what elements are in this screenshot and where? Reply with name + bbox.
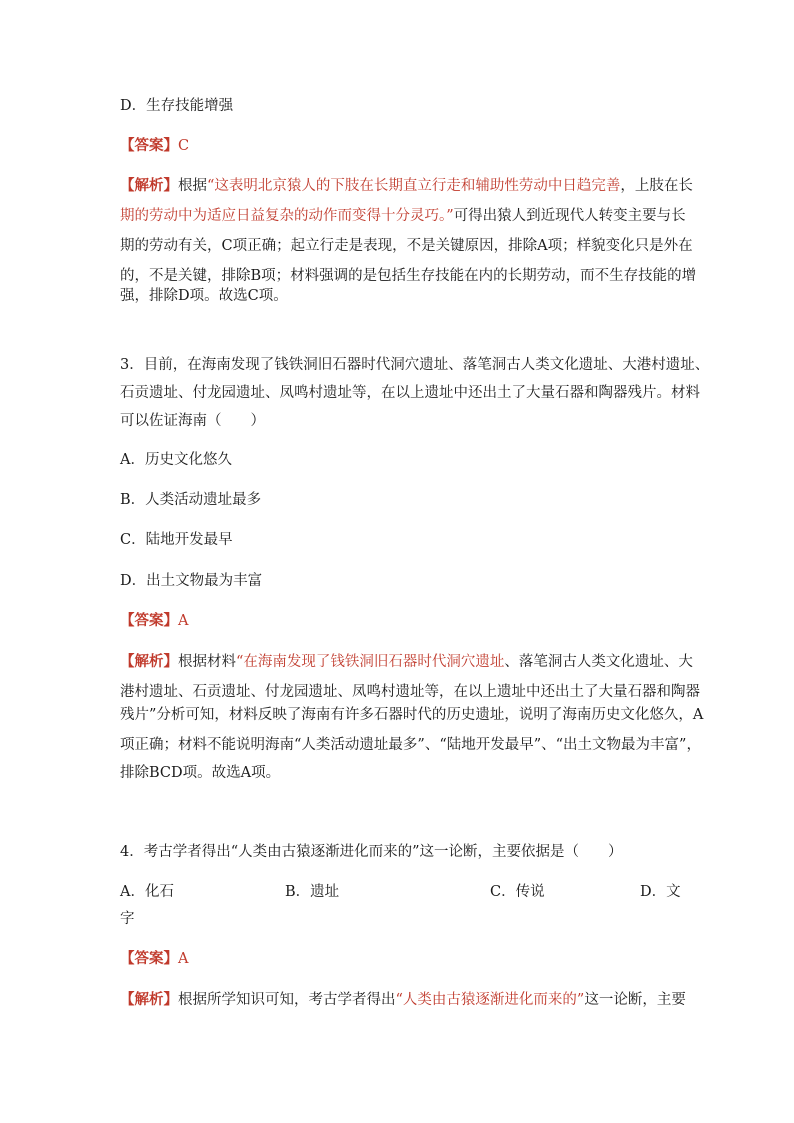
- q3-option-c: C．陆地开发最早: [120, 532, 233, 548]
- q3-analysis-line-5: 排除BCD项。故选A项。: [120, 765, 281, 781]
- analysis-text: ，上肢在长: [620, 178, 693, 194]
- analysis-text: 根据材料: [178, 654, 236, 670]
- analysis-tag: 【解析】: [120, 991, 178, 1008]
- analysis-quote: 期的劳动中为适应日益复杂的动作而变得十分灵巧。”: [120, 208, 454, 224]
- q2-analysis-line-1: [120, 176, 693, 196]
- q2-analysis-line-3: 期的劳动有关，C项正确；起立行走是表现，不是关键原因，排除A项；样貌变化只是外在: [120, 238, 693, 254]
- answer-tag: 【答案】: [120, 612, 178, 629]
- analysis-tag: 【解析】: [120, 653, 178, 670]
- q2-option-d: D．生存技能增强: [120, 98, 234, 114]
- analysis-quote: “人类由古猿逐渐进化而来的”: [395, 992, 585, 1008]
- q4-option-c: C．传说: [490, 884, 545, 900]
- q3-analysis-line-4: 项正确；材料不能说明海南“人类活动遗址最多”、“陆地开发最早”、“出土文物最为丰富”，: [120, 737, 701, 753]
- analysis-text: 这一论断，主要: [584, 992, 686, 1008]
- q2-analysis-line-2: [120, 206, 686, 226]
- q4-option-a: A．化石: [120, 884, 174, 900]
- q3-analysis-line-1: [120, 652, 693, 672]
- analysis-text: 可得出猿人到近现代人转变主要与长: [453, 208, 686, 224]
- q2-analysis-line-4: 的，不是关键，排除B项；材料强调的是包括生存技能在内的长期劳动，而不生存技能的增: [120, 268, 697, 284]
- analysis-text: 、落笔洞古人类文化遗址、大: [504, 654, 693, 670]
- q3-answer: A: [178, 613, 189, 629]
- q2-analysis-line-5: 强，排除D项。故选C项。: [120, 288, 288, 304]
- q4-option-d: D．文: [640, 884, 681, 900]
- q4-option-b: B．遗址: [285, 884, 340, 900]
- q3-stem-line-3: 可以佐证海南（ ）: [120, 413, 265, 429]
- q3-answer-line: [120, 611, 188, 631]
- q2-answer-line: [120, 136, 189, 156]
- q4-option-d-wrap: 字: [120, 911, 135, 927]
- analysis-quote: “这表明北京猿人的下肢在长期直立行走和辅助性劳动中日趋完善: [207, 178, 621, 194]
- answer-tag: 【答案】: [120, 137, 178, 154]
- q4-answer: A: [178, 951, 189, 967]
- q4-stem: 4．考古学者得出“人类由古猿逐渐进化而来的”这一论断，主要依据是（ ）: [120, 844, 623, 860]
- q3-option-b: B．人类活动遗址最多: [120, 492, 262, 508]
- q3-analysis-line-2: 港村遗址、石贡遗址、付龙园遗址、凤鸣村遗址等，在以上遗址中还出土了大量石器和陶器: [120, 684, 700, 700]
- q3-option-d: D．出土文物最为丰富: [120, 573, 263, 589]
- q3-analysis-line-3: 残片”分析可知，材料反映了海南有许多石器时代的历史遗址，说明了海南历史文化悠久，A: [120, 707, 704, 723]
- analysis-text: 根据: [178, 178, 207, 194]
- analysis-quote: “在海南发现了钱铁洞旧石器时代洞穴遗址: [236, 654, 505, 670]
- answer-tag: 【答案】: [120, 950, 178, 967]
- q4-answer-line: [120, 949, 188, 969]
- analysis-tag: 【解析】: [120, 177, 178, 194]
- q2-answer: C: [178, 138, 190, 154]
- q3-stem-line-2: 石贡遗址、付龙园遗址、凤鸣村遗址等，在以上遗址中还出土了大量石器和陶器残片。材料: [120, 385, 700, 401]
- q3-stem-line-1: 3．目前，在海南发现了钱铁洞旧石器时代洞穴遗址、落笔洞古人类文化遗址、大港村遗址、: [120, 357, 710, 373]
- q4-analysis-line-1: [120, 990, 686, 1010]
- q3-option-a: A．历史文化悠久: [120, 452, 232, 468]
- analysis-text: 根据所学知识可知，考古学者得出: [178, 992, 396, 1008]
